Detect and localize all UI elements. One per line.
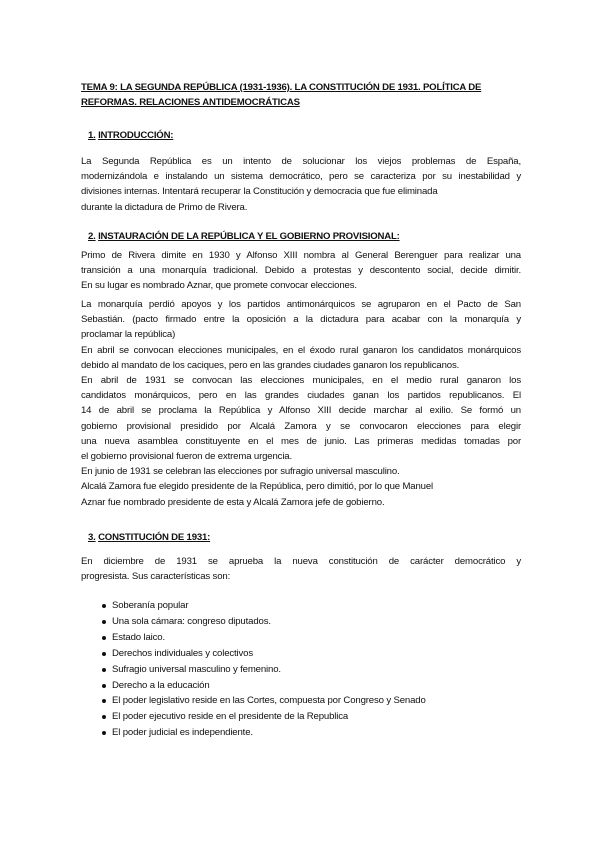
- list-item-text: Derechos individuales y colectivos: [112, 647, 254, 659]
- text-line: una nueva asamblea constituyente en el mes de junio. Las primeras medidas tomadas por: [81, 435, 521, 447]
- text-line: progresista. Sus características son:: [81, 571, 231, 583]
- list-item: [103, 614, 426, 630]
- text-line: debido al mandato de los caciques, pero en las grandes ciudades ganaron los republicanos.: [81, 359, 460, 371]
- list-item-text: Una sola cámara: congreso diputados.: [112, 615, 271, 627]
- text-line: transición a una monarquía tradicional. Debido a protestas y descontento social, decide dimitir.: [81, 265, 521, 277]
- section-title: INTRODUCCIÓN:: [98, 130, 174, 141]
- bullet-icon: [102, 604, 106, 608]
- title-line: REFORMAS. RELACIONES ANTIDEMOCRÁTICAS: [81, 97, 300, 108]
- list-item: [103, 678, 426, 694]
- list-item-text: Soberanía popular: [112, 600, 189, 611]
- text-line: En abril de 1931 se convocan las elecciones municipales, en el medio rural ganaron los: [81, 375, 521, 387]
- document-title: [81, 80, 521, 110]
- section-heading-instauracion: [88, 230, 400, 244]
- bullet-icon: [102, 620, 106, 624]
- section-number: 1.: [88, 130, 96, 141]
- text-line: el gobierno provisional fueron de extrema urgencia.: [81, 451, 293, 463]
- list-item-text: Derecho a la educación: [112, 679, 210, 691]
- bullet-icon: [102, 715, 106, 719]
- list-item-text: Sufragio universal masculino y femenino.: [112, 663, 281, 675]
- text-line: candidatos monárquicos, pero en las grandes ciudades ganan los partidos republicanos. El: [81, 390, 521, 402]
- section-heading-introduccion: [88, 129, 173, 143]
- list-item: [103, 725, 426, 741]
- text-line: proclamar la república): [81, 329, 176, 341]
- list-item: [103, 646, 426, 662]
- text-line: En junio de 1931 se celebran las elecciones por sufragio universal masculino.: [81, 466, 400, 478]
- section-title: INSTAURACIÓN DE LA REPÚBLICA Y EL GOBIERNO PROVISIONAL:: [98, 231, 400, 242]
- bullet-icon: [102, 636, 106, 640]
- paragraph-republica: [81, 297, 521, 510]
- text-line: modernizándola e instalando un sistema democrático, pero se caracteriza por su inestabilidad y: [81, 171, 521, 183]
- bullet-icon: [102, 668, 106, 672]
- bullet-icon: [102, 731, 106, 735]
- list-item: [103, 693, 426, 709]
- text-line: En su lugar es nombrado Aznar, que promete convocar elecciones.: [81, 280, 357, 292]
- section-number: 3.: [88, 532, 96, 543]
- list-item: [103, 662, 426, 678]
- characteristics-list: [103, 598, 426, 741]
- text-line: 14 de abril se proclama la República y Alfonso XIII decide marchar al exilio. Se formó un: [81, 405, 521, 417]
- list-item: [103, 598, 426, 614]
- bullet-icon: [102, 684, 106, 688]
- text-line: divisiones internas. Intentará recuperar la Constitución y democracia que fue eliminada: [81, 186, 438, 198]
- text-line: durante la dictadura de Primo de Rivera.: [81, 201, 248, 213]
- list-item: [103, 709, 426, 725]
- list-item-text: El poder ejecutivo reside en el presidente de la Republica: [112, 711, 349, 723]
- text-line: La Segunda República es un intento de solucionar los viejos problemas de España,: [81, 156, 521, 167]
- text-line: En diciembre de 1931 se aprueba la nueva constitución de carácter democrático y: [81, 556, 521, 567]
- section-number: 2.: [88, 231, 96, 242]
- paragraph-introduccion: [81, 154, 521, 215]
- paragraph-berenguer: [81, 248, 521, 294]
- section-title: CONSTITUCIÓN DE 1931:: [98, 532, 211, 543]
- text-line: En abril se convocan elecciones municipales, en el éxodo rural ganaron los candidatos monárquicos: [81, 344, 521, 356]
- bullet-icon: [102, 699, 106, 703]
- title-line: TEMA 9: LA SEGUNDA REPÚBLICA (1931-1936). LA CONSTITUCIÓN DE 1931. POLÍTICA DE: [81, 82, 482, 93]
- list-item-text: Estado laico.: [112, 631, 165, 643]
- list-item-text: El poder legislativo reside en las Cortes, compuesta por Congreso y Senado: [112, 695, 426, 707]
- text-line: Primo de Rivera dimite en 1930 y Alfonso XIII nombra al General Berenguer para realizar una: [81, 250, 521, 261]
- bullet-icon: [102, 652, 106, 656]
- paragraph-constitucion: [81, 554, 521, 584]
- list-item: [103, 630, 426, 646]
- text-line: Alcalá Zamora fue elegido presidente de la República, pero dimitió, por lo que Manuel: [81, 481, 434, 493]
- text-line: gobierno provisional presidido por Alcalá Zamora y se convocaron elecciones para elegir: [81, 420, 521, 432]
- section-heading-constitucion: [88, 531, 210, 545]
- text-line: Aznar fue nombrado presidente de esta y Alcalá Zamora jefe de gobierno.: [81, 496, 385, 508]
- text-line: Sebastián. (pacto firmado entre la oposición a la dictadura para acabar con la monarquía y: [81, 314, 521, 326]
- text-line: La monarquía perdió apoyos y los partidos antimonárquicos se agruparon en el Pacto de San: [81, 299, 521, 310]
- list-item-text: El poder judicial es independiente.: [112, 727, 253, 739]
